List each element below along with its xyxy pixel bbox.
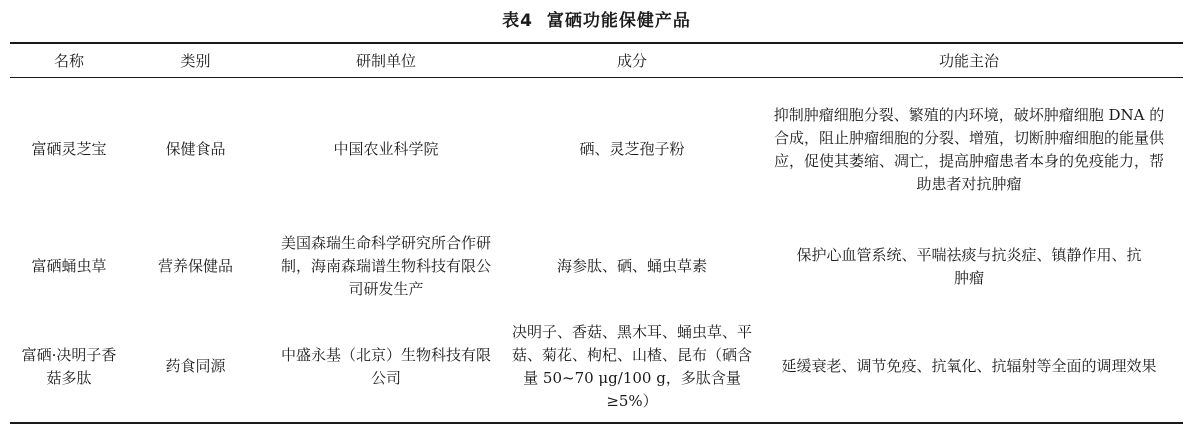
cell-function: 延缓衰老、调节免疫、抗氧化、抗辐射等全面的调理效果: [755, 312, 1183, 423]
cell-unit: 中盛永基（北京）生物科技有限公司: [263, 312, 509, 423]
table-caption-label: 表4: [502, 11, 533, 31]
cell-category: 营养保健品: [157, 257, 233, 275]
cell-components: 硒、灵芝孢子粉: [579, 140, 685, 159]
header-name: 名称: [10, 43, 128, 78]
selenium-products-table: [10, 42, 1183, 424]
cell-components: 海参肽、硒、蛹虫草素: [556, 257, 707, 275]
header-components: 成分: [509, 43, 755, 78]
cell-category: 保健食品: [165, 140, 226, 159]
cell-components: 决明子、香菇、黑木耳、蛹虫草、平菇、菊花、枸杞、山楂、昆布（硒含量 50~70 μg/100 g，多肽含量≥5%）: [509, 312, 755, 423]
header-function: 功能主治: [755, 43, 1183, 78]
table-row: [10, 78, 1183, 222]
cell-unit: 中国农业科学院: [333, 140, 439, 159]
header-unit: 研制单位: [263, 43, 509, 78]
header-category: 类别: [128, 43, 263, 78]
table-caption: [0, 8, 1193, 34]
table-caption-title: 富硒功能保健产品: [546, 11, 691, 31]
cell-name: 富硒灵芝宝: [31, 140, 107, 159]
table-row: [10, 312, 1183, 423]
cell-category: 药食同源: [128, 312, 263, 423]
cell-name: 富硒蛹虫草: [31, 257, 107, 275]
table-row: [10, 222, 1183, 312]
table-header-row: [10, 43, 1183, 78]
cell-name: 富硒·决明子香菇多肽: [10, 312, 128, 423]
cell-unit: 美国森瑞生命科学研究所合作研制，海南森瑞谱生物科技有限公司研发生产: [280, 234, 491, 298]
cell-function: 保护心血管系统、平喘祛痰与抗炎症、镇静作用、抗肿瘤: [796, 245, 1142, 287]
cell-function: 抑制肿瘤细胞分裂、繁殖的内环境，破坏肿瘤细胞 DNA 的合成，阻止肿瘤细胞的分裂、增殖，切断肿瘤细胞的能量供应，促使其萎缩、凋亡，提高肿瘤患者本身的免疫能力，帮助患者对抗肿瘤: [773, 105, 1165, 193]
